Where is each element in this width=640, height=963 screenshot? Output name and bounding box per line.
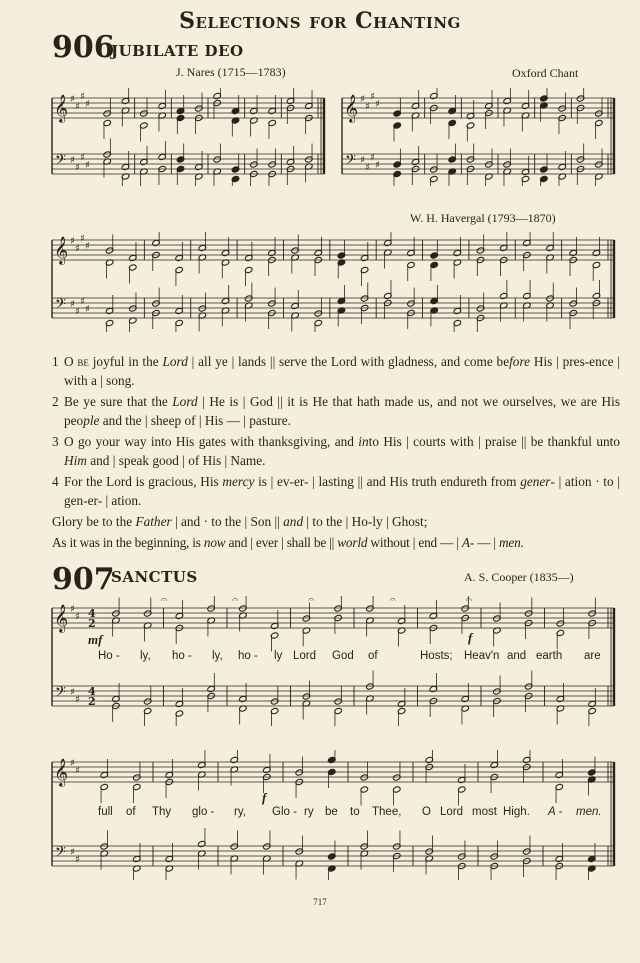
sharp-icon: ♯ [70, 847, 75, 858]
lyric-syllable: and [507, 650, 527, 662]
treble-clef-icon: 𝄞 [54, 758, 69, 786]
bass-clef-icon: 𝄢 [55, 844, 66, 864]
verse-1: 1 O be joyful in the Lord | all ye | lands || serve the Lord with gladness, and come before His | pres-ence | with a | song. [52, 354, 620, 388]
sharp-icon: ♯ [375, 99, 380, 110]
bass-staff [52, 154, 324, 174]
sharp-icon: ♯ [80, 91, 85, 103]
hymn-number-906: 906 [52, 30, 115, 65]
hymn-number-907: 907 [52, 562, 115, 597]
bass-staff [342, 154, 614, 174]
hymn-title-907: SANCTUS [111, 568, 198, 586]
sharp-icon: ♯ [70, 299, 75, 310]
sharp-icon: ♯ [70, 155, 75, 166]
lyric-syllable: O [422, 806, 431, 818]
lyric-syllable: Ho - [98, 650, 120, 662]
music-system-906-b [340, 88, 616, 186]
hymn-title-906: JUBILATE DEO [111, 42, 244, 60]
sharp-icon: ♯ [85, 99, 90, 110]
lyric-syllable: Thy [152, 806, 172, 818]
page-title: Selections for Chanting [179, 8, 461, 34]
lyrics-line-1 [0, 650, 640, 666]
bass-clef-icon: 𝄢 [55, 152, 66, 172]
lyric-syllable: of [126, 806, 136, 818]
verse-2: 2 Be ye sure that the Lord | He is | God || it is He that hath made us, and not we ourselves, we are His people and the | sheep of | His — | pasture. [52, 394, 621, 428]
lyric-syllable: ly, [212, 650, 223, 662]
lyric-syllable: High. [503, 806, 530, 818]
verse-4: 4 For the Lord is gracious, His mercy is | ev-er- | lasting || and His truth endureth from gener- | ation · to | gen-er- | ation. [52, 474, 620, 508]
sharp-icon: ♯ [75, 694, 80, 706]
lyric-syllable: earth [536, 650, 563, 662]
treble-staff [52, 98, 324, 118]
fermata-icon: 𝄐 [465, 596, 472, 606]
dynamic-f-1: f [468, 630, 473, 645]
lyric-syllable: ho - [238, 650, 258, 662]
sharp-icon: ♯ [85, 241, 90, 252]
lyric-syllable: Thee, [372, 806, 402, 818]
lyric-syllable: are [584, 650, 601, 662]
music-system-906-a [50, 88, 326, 186]
lyric-syllable: Lord [293, 650, 317, 662]
sharp-icon: ♯ [370, 91, 375, 103]
lyric-syllable: Glo - [272, 806, 297, 818]
lyric-syllable: of [368, 650, 378, 662]
verse-3: 3 O go your way into His gates with thanksgiving, and into His | courts with | praise || be thankful unto Him and | speak good | of His | Name. [52, 434, 620, 468]
fermata-icon: 𝄐 [389, 596, 396, 606]
lyric-syllable: most [472, 806, 497, 818]
sharp-icon: ♯ [370, 152, 375, 164]
lyric-syllable: ly [274, 650, 283, 662]
bass-clef-icon: 𝄢 [345, 152, 356, 172]
sharp-icon: ♯ [70, 758, 75, 769]
doxology-line-1: Glory be to the Father | and · to the | Son || and | to the | Ho-ly | Ghost; [52, 514, 428, 529]
music-system-906-c [50, 232, 616, 332]
lyric-syllable: ry, [234, 806, 246, 818]
doxology-line-2: As it was in the beginning, is now and | ever | shall be || world without | end — | A- — | men. [52, 535, 524, 550]
lyric-syllable: glo - [192, 806, 215, 818]
lyric-syllable: Hosts; [420, 650, 453, 662]
sharp-icon: ♯ [75, 101, 80, 113]
lyric-syllable: A - [548, 806, 563, 818]
lyric-syllable: ry [304, 806, 314, 818]
dynamic-f-2: f [262, 790, 267, 805]
sharp-icon: ♯ [75, 854, 80, 866]
sharp-icon: ♯ [365, 162, 370, 174]
lyric-syllable: full [98, 806, 113, 818]
composer-906-second: W. H. Havergal (1793—1870) [410, 211, 556, 225]
time-signature: 2 [88, 617, 96, 630]
time-signature: 4 [88, 685, 96, 698]
sharp-icon: ♯ [70, 687, 75, 698]
dynamic-mf: mf [88, 632, 103, 647]
verses-906 [52, 352, 620, 554]
fermata-icon: 𝄐 [232, 596, 239, 606]
bass-clef-icon: 𝄢 [55, 296, 66, 316]
lyric-syllable: God [332, 650, 354, 662]
treble-clef-icon: 𝄞 [54, 94, 69, 122]
bass-clef-icon: 𝄢 [55, 684, 66, 704]
fermata-icon: 𝄐 [160, 596, 168, 606]
time-signature: 4 [88, 607, 96, 620]
sharp-icon: ♯ [365, 101, 370, 113]
sharp-icon: ♯ [75, 162, 80, 174]
sharp-icon: ♯ [360, 155, 365, 166]
sharp-icon: ♯ [75, 611, 80, 623]
sharp-icon: ♯ [360, 94, 365, 105]
sharp-icon: ♯ [75, 243, 80, 255]
sharp-icon: ♯ [85, 160, 90, 171]
sharp-icon: ♯ [85, 304, 90, 315]
composer-906-right: Oxford Chant [512, 66, 579, 80]
sharp-icon: ♯ [375, 160, 380, 171]
lyric-syllable: ly, [140, 650, 151, 662]
sharp-icon: ♯ [70, 604, 75, 615]
treble-clef-icon: 𝄞 [54, 236, 69, 264]
sharp-icon: ♯ [70, 94, 75, 105]
composer-906-left: J. Nares (1715—1783) [176, 65, 286, 79]
sharp-icon: ♯ [80, 233, 85, 245]
sharp-icon: ♯ [80, 152, 85, 164]
lyrics-line-2 [0, 806, 640, 822]
lyric-syllable: to [350, 806, 360, 818]
sharp-icon: ♯ [80, 296, 85, 308]
lyric-syllable: Lord [440, 806, 464, 818]
sharp-icon: ♯ [75, 306, 80, 318]
lyric-syllable: be [325, 806, 338, 818]
composer-907: A. S. Cooper (1835—) [464, 570, 574, 584]
fermata-icon: 𝄐 [308, 596, 315, 606]
sharp-icon: ♯ [75, 765, 80, 777]
treble-clef-icon: 𝄞 [344, 94, 359, 122]
page-number: 717 [313, 897, 327, 907]
lyric-syllable: men. [576, 806, 602, 818]
time-signature: 2 [88, 695, 96, 708]
treble-staff [342, 98, 614, 118]
sharp-icon: ♯ [70, 236, 75, 247]
treble-clef-icon: 𝄞 [54, 604, 69, 632]
lyric-syllable: ho - [172, 650, 192, 662]
lyric-syllable: Heav'n [464, 650, 500, 662]
